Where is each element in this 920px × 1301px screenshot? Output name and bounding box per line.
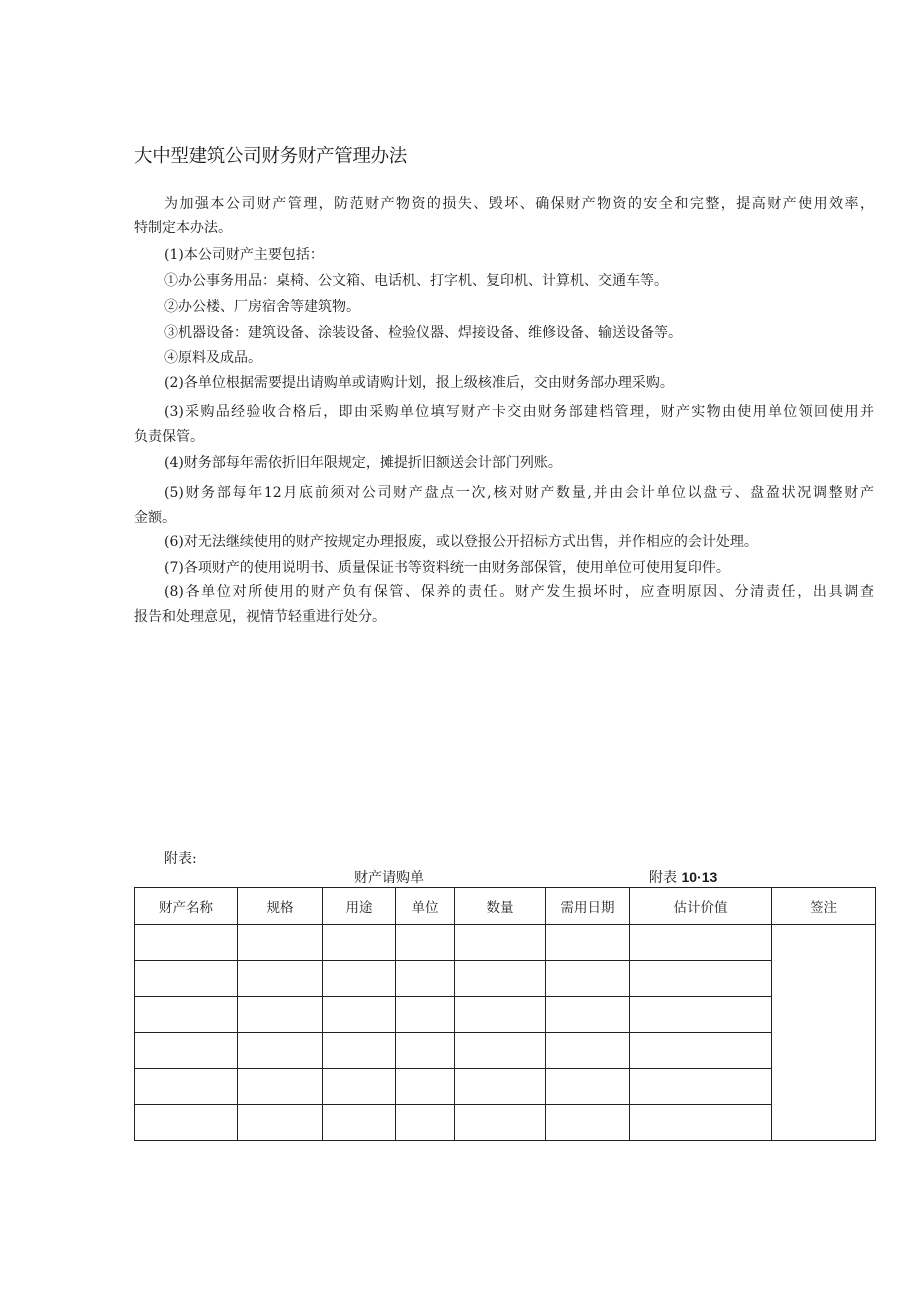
header-property-name: 财产名称 xyxy=(135,888,238,925)
appendix-label: 附表: xyxy=(164,851,197,867)
clause-1-machinery: ③机器设备：建筑设备、涂装设备、检验仪器、焊接设备、维修设备、输送设备等。 xyxy=(164,325,682,341)
clause-1-office-supplies: ①办公事务用品：桌椅、公文箱、电话机、打字机、复印机、计算机、交通车等。 xyxy=(164,273,668,289)
table-cell[interactable] xyxy=(546,1105,630,1141)
table-cell[interactable] xyxy=(135,1069,238,1105)
table-cell[interactable] xyxy=(238,1105,323,1141)
table-cell[interactable] xyxy=(630,1069,772,1105)
header-unit: 单位 xyxy=(396,888,455,925)
header-quantity: 数量 xyxy=(455,888,546,925)
clause-3-cont: 负责保管。 xyxy=(134,429,204,445)
table-cell[interactable] xyxy=(396,925,455,961)
form-code xyxy=(649,867,717,887)
table-cell[interactable] xyxy=(238,961,323,997)
table-cell[interactable] xyxy=(396,1033,455,1069)
paragraph-intro: 为加强本公司财产管理，防范财产物资的损失、毁坏、确保财产物资的安全和完整，提高财产使用效率， xyxy=(164,196,874,212)
table-cell[interactable] xyxy=(455,1069,546,1105)
clause-2: (2)各单位根据需要提出请购单或请购计划，报上级核准后，交由财务部办理采购。 xyxy=(164,375,674,391)
table-header-row xyxy=(135,888,876,925)
clause-3: (3)采购品经验收合格后，即由采购单位填写财产卡交由财务部建档管理，财产实物由使用单位领回使用并 xyxy=(164,404,874,420)
form-title: 财产请购单 xyxy=(354,870,424,886)
table-cell[interactable] xyxy=(630,925,772,961)
clause-6: (6)对无法继续使用的财产按规定办理报废，或以登报公开招标方式出售，并作相应的会计处理。 xyxy=(164,534,758,550)
table-cell[interactable] xyxy=(135,997,238,1033)
table-cell[interactable] xyxy=(135,925,238,961)
table-cell[interactable] xyxy=(323,997,396,1033)
table-cell[interactable] xyxy=(135,961,238,997)
table-cell[interactable] xyxy=(455,997,546,1033)
table-row xyxy=(135,961,876,997)
table-cell[interactable] xyxy=(323,1069,396,1105)
clause-5-cont: 金额。 xyxy=(134,510,176,526)
header-remarks: 签注 xyxy=(772,888,876,925)
document-title: 大中型建筑公司财务财产管理办法 xyxy=(134,146,408,167)
table-cell[interactable] xyxy=(135,1105,238,1141)
clause-1-buildings: ②办公楼、厂房宿舍等建筑物。 xyxy=(164,299,360,315)
table-cell[interactable] xyxy=(630,1105,772,1141)
remarks-cell[interactable] xyxy=(772,925,876,1141)
table-cell[interactable] xyxy=(546,961,630,997)
table-cell[interactable] xyxy=(630,1033,772,1069)
table-cell[interactable] xyxy=(546,925,630,961)
form-code-number: 10·13 xyxy=(681,869,718,885)
table-cell[interactable] xyxy=(238,997,323,1033)
purchase-request-table xyxy=(134,887,876,1141)
header-specification: 规格 xyxy=(238,888,323,925)
table-cell[interactable] xyxy=(135,1033,238,1069)
table-cell[interactable] xyxy=(396,961,455,997)
table-cell[interactable] xyxy=(455,925,546,961)
table-cell[interactable] xyxy=(238,925,323,961)
table-cell[interactable] xyxy=(546,1033,630,1069)
table-cell[interactable] xyxy=(323,1033,396,1069)
clause-8: (8)各单位对所使用的财产负有保管、保养的责任。财产发生损坏时，应查明原因、分清责任，出具调查 xyxy=(164,584,874,600)
header-purpose: 用途 xyxy=(323,888,396,925)
clause-1-materials: ④原料及成品。 xyxy=(164,350,262,366)
table-cell[interactable] xyxy=(546,997,630,1033)
table-row xyxy=(135,997,876,1033)
clause-7: (7)各项财产的使用说明书、质量保证书等资料统一由财务部保管，使用单位可使用复印件。 xyxy=(164,560,730,576)
table-cell[interactable] xyxy=(396,997,455,1033)
clause-5: (5)财务部每年12月底前须对公司财产盘点一次,核对财产数量,并由会计单位以盘亏、盘盈状况调整财产 xyxy=(164,485,874,501)
table-row xyxy=(135,1069,876,1105)
table-cell[interactable] xyxy=(323,1105,396,1141)
clause-4: (4)财务部每年需依折旧年限规定，摊提折旧额送会计部门列账。 xyxy=(164,455,562,471)
table-row xyxy=(135,925,876,961)
table-row xyxy=(135,1033,876,1069)
table-cell[interactable] xyxy=(396,1069,455,1105)
table-cell[interactable] xyxy=(396,1105,455,1141)
header-required-date: 需用日期 xyxy=(546,888,630,925)
table-cell[interactable] xyxy=(323,961,396,997)
form-code-prefix: 附表 xyxy=(649,870,677,886)
table-cell[interactable] xyxy=(455,1105,546,1141)
table-cell[interactable] xyxy=(323,925,396,961)
paragraph-intro-cont: 特制定本办法。 xyxy=(134,220,232,236)
clause-8-cont: 报告和处理意见，视情节轻重进行处分。 xyxy=(134,609,386,625)
clause-1: (1)本公司财产主要包括： xyxy=(164,247,324,263)
table-cell[interactable] xyxy=(455,961,546,997)
table-cell[interactable] xyxy=(455,1033,546,1069)
table-cell[interactable] xyxy=(238,1069,323,1105)
table-cell[interactable] xyxy=(238,1033,323,1069)
table-cell[interactable] xyxy=(546,1069,630,1105)
table-row xyxy=(135,1105,876,1141)
table-cell[interactable] xyxy=(630,961,772,997)
table-cell[interactable] xyxy=(630,997,772,1033)
header-estimated-value: 估计价值 xyxy=(630,888,772,925)
